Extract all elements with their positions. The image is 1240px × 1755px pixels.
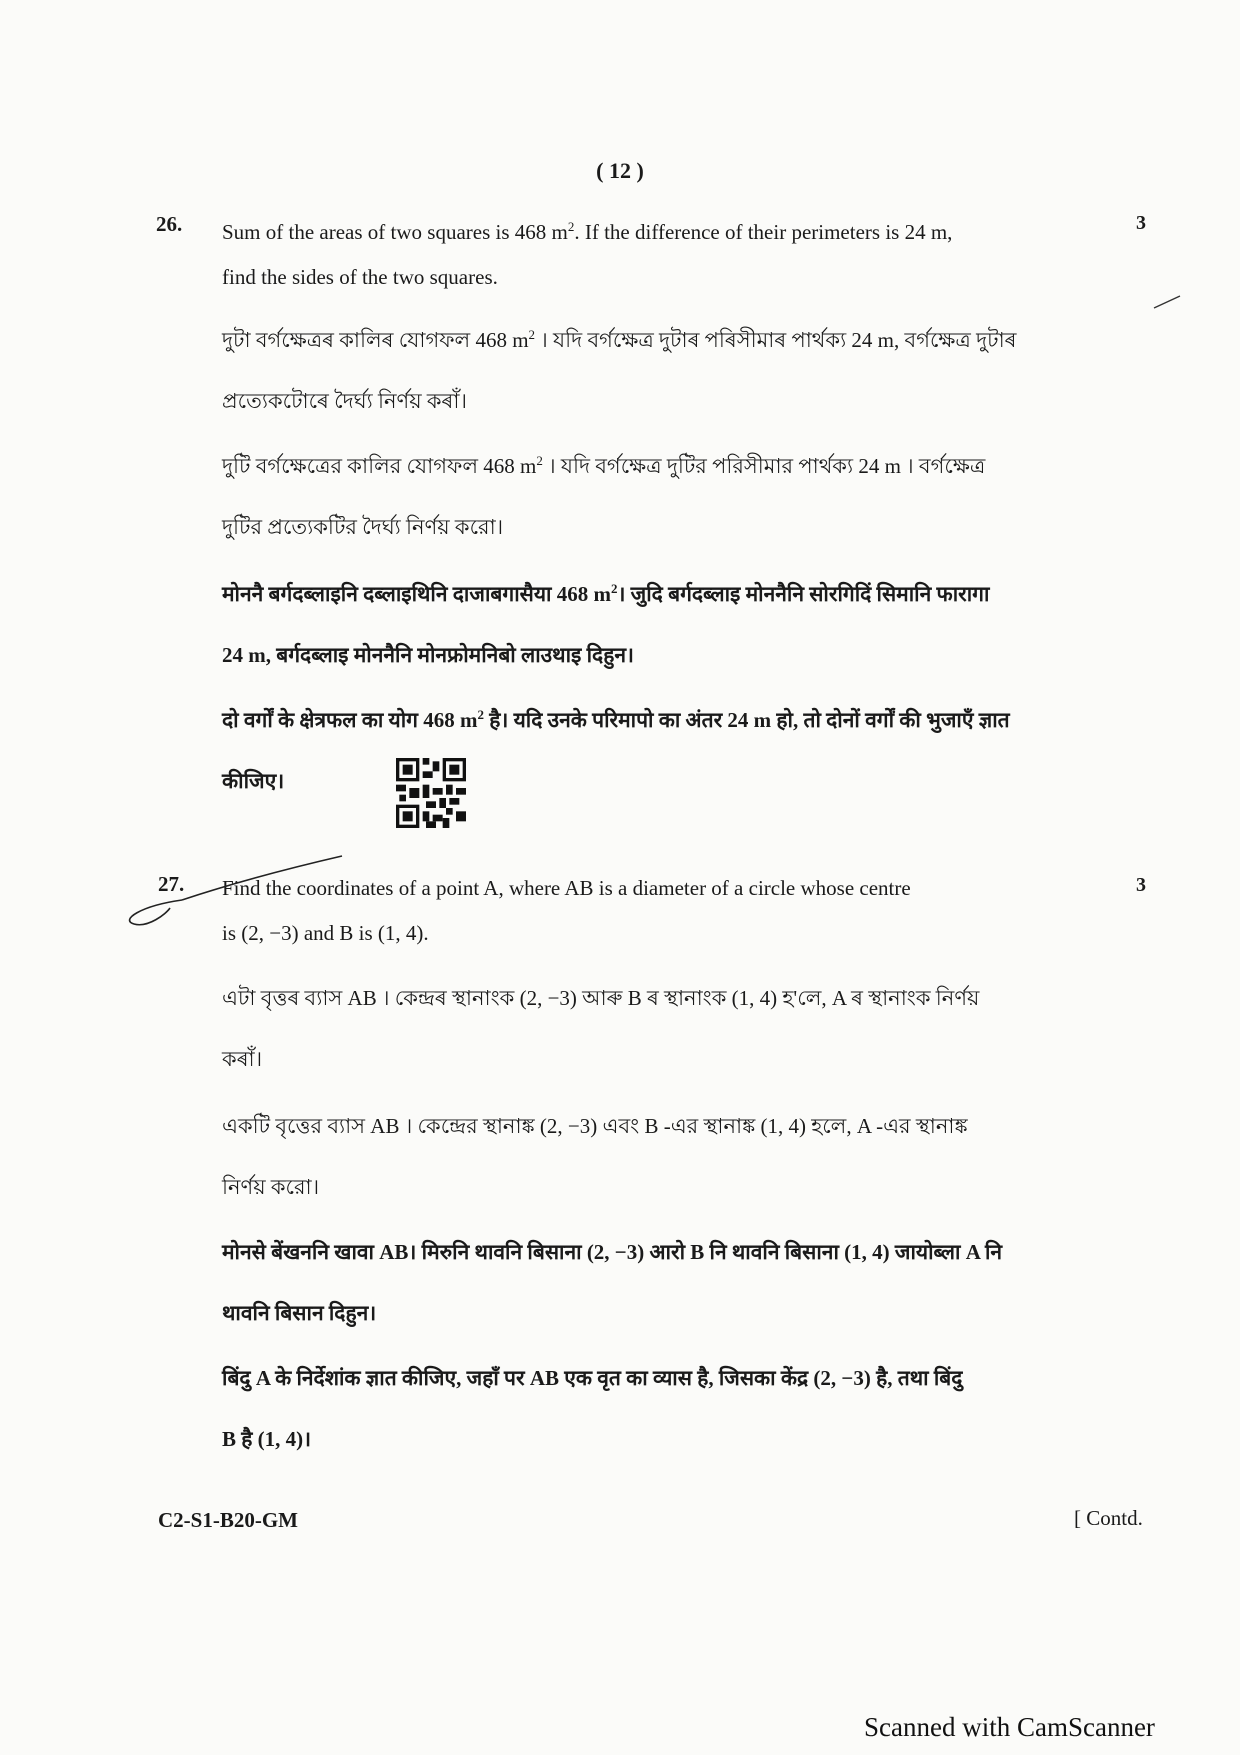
question-27-hindi: बिंदु A के निर्देशांक ज्ञात कीजिए, जहाँ पर AB एक वृत का व्यास है, जिसका केंद्र (2, −3) है, तथा बिंदु B है (1, 4)। [222,1366,963,1451]
question-26-bodo: मोननै बर्गदब्लाइनि दब्लाइथिनि दाजाबगासैया 468 $m^2।$ जुदि बर्गदब्लाइ मोननैनि सोरगिदिं सिमानि फारागा 24 m, बर्गदब्लाइ मोननैनि मोनफ्रोमनिबो लाउथाइ दिहुन। [222,581,990,667]
pen-tick [1150,292,1186,312]
scanner-watermark: Scanned with CamScanner [864,1712,1155,1742]
question-26-assamese: দুটা বৰ্গক্ষেত্ৰৰ কালিৰ যোগফল 468 $m^2$ । যদি বৰ্গক্ষেত্ৰ দুটাৰ পৰিসীমাৰ পাৰ্থক্য 24 m, বৰ্গক্ষেত্ৰ দুটাৰ প্ৰত্যেকটোৰে দৈৰ্ঘ্য নিৰ্ণয় কৰাঁ। [222,327,1017,413]
continued-marker: [ Contd. [1074,1506,1143,1530]
question-27-marks: 3 [1136,874,1146,896]
pen-annotation [120,850,360,930]
question-26-hindi: दो वर्गों के क्षेत्रफल का योग 468 $m^2$ है। यदि उनके परिमापो का अंतर 24 m हो, तो दोनों वर्गों की भुजाएँ ज्ञात कीजिए। [222,707,1010,793]
question-27-bengali: একটি বৃত্তের ব্যাস AB । কেন্দ্রের স্থানাঙ্ক (2, −3) এবং B -এর স্থানাঙ্ক (1, 4) হলে, A -এর স্থানাঙ্ক নির্ণয় করো। [222,1114,968,1199]
qr-code-icon [396,758,466,828]
question-27-english: Find the coordinates of a point A, where AB is a diameter of a circle whose centre is (2, −3) and B is (1, 4). [222,876,911,945]
question-26-bengali: দুটি বর্গক্ষেত্রের কালির যোগফল 468 $m^2$ । যদি বর্গক্ষেত্র দুটির পরিসীমার পার্থক্য 24 m । বর্গক্ষেত্র দুটির প্রত্যেকটির দৈর্ঘ্য নির্ণয় করো। [222,453,986,539]
page-number: ( 12 ) [596,158,644,183]
question-27-assamese: এটা বৃত্তৰ ব্যাস AB । কেন্দ্ৰৰ স্থানাংক (2, −3) আৰু B ৰ স্থানাংক (1, 4) হ'লে, A ৰ স্থানাংক নিৰ্ণয় কৰাঁ। [222,986,980,1071]
footer-code: C2-S1-B20-GM [158,1508,298,1532]
question-27-number: 27. [158,872,185,896]
question-26-number: 26. [156,212,183,236]
question-26-english: Sum of the areas of two squares is 468 $m^2$. If the difference of their perimeters is 24 m, find the sides of the two squares. [222,219,953,289]
question-26-marks: 3 [1136,212,1146,234]
question-27-bodo: मोनसे बेंखननि खावा AB। मिरुनि थावनि बिसाना (2, −3) आरो B नि थावनि बिसाना (1, 4) जायोब्ला A नि थावनि बिसान दिहुन। [222,1240,1003,1325]
